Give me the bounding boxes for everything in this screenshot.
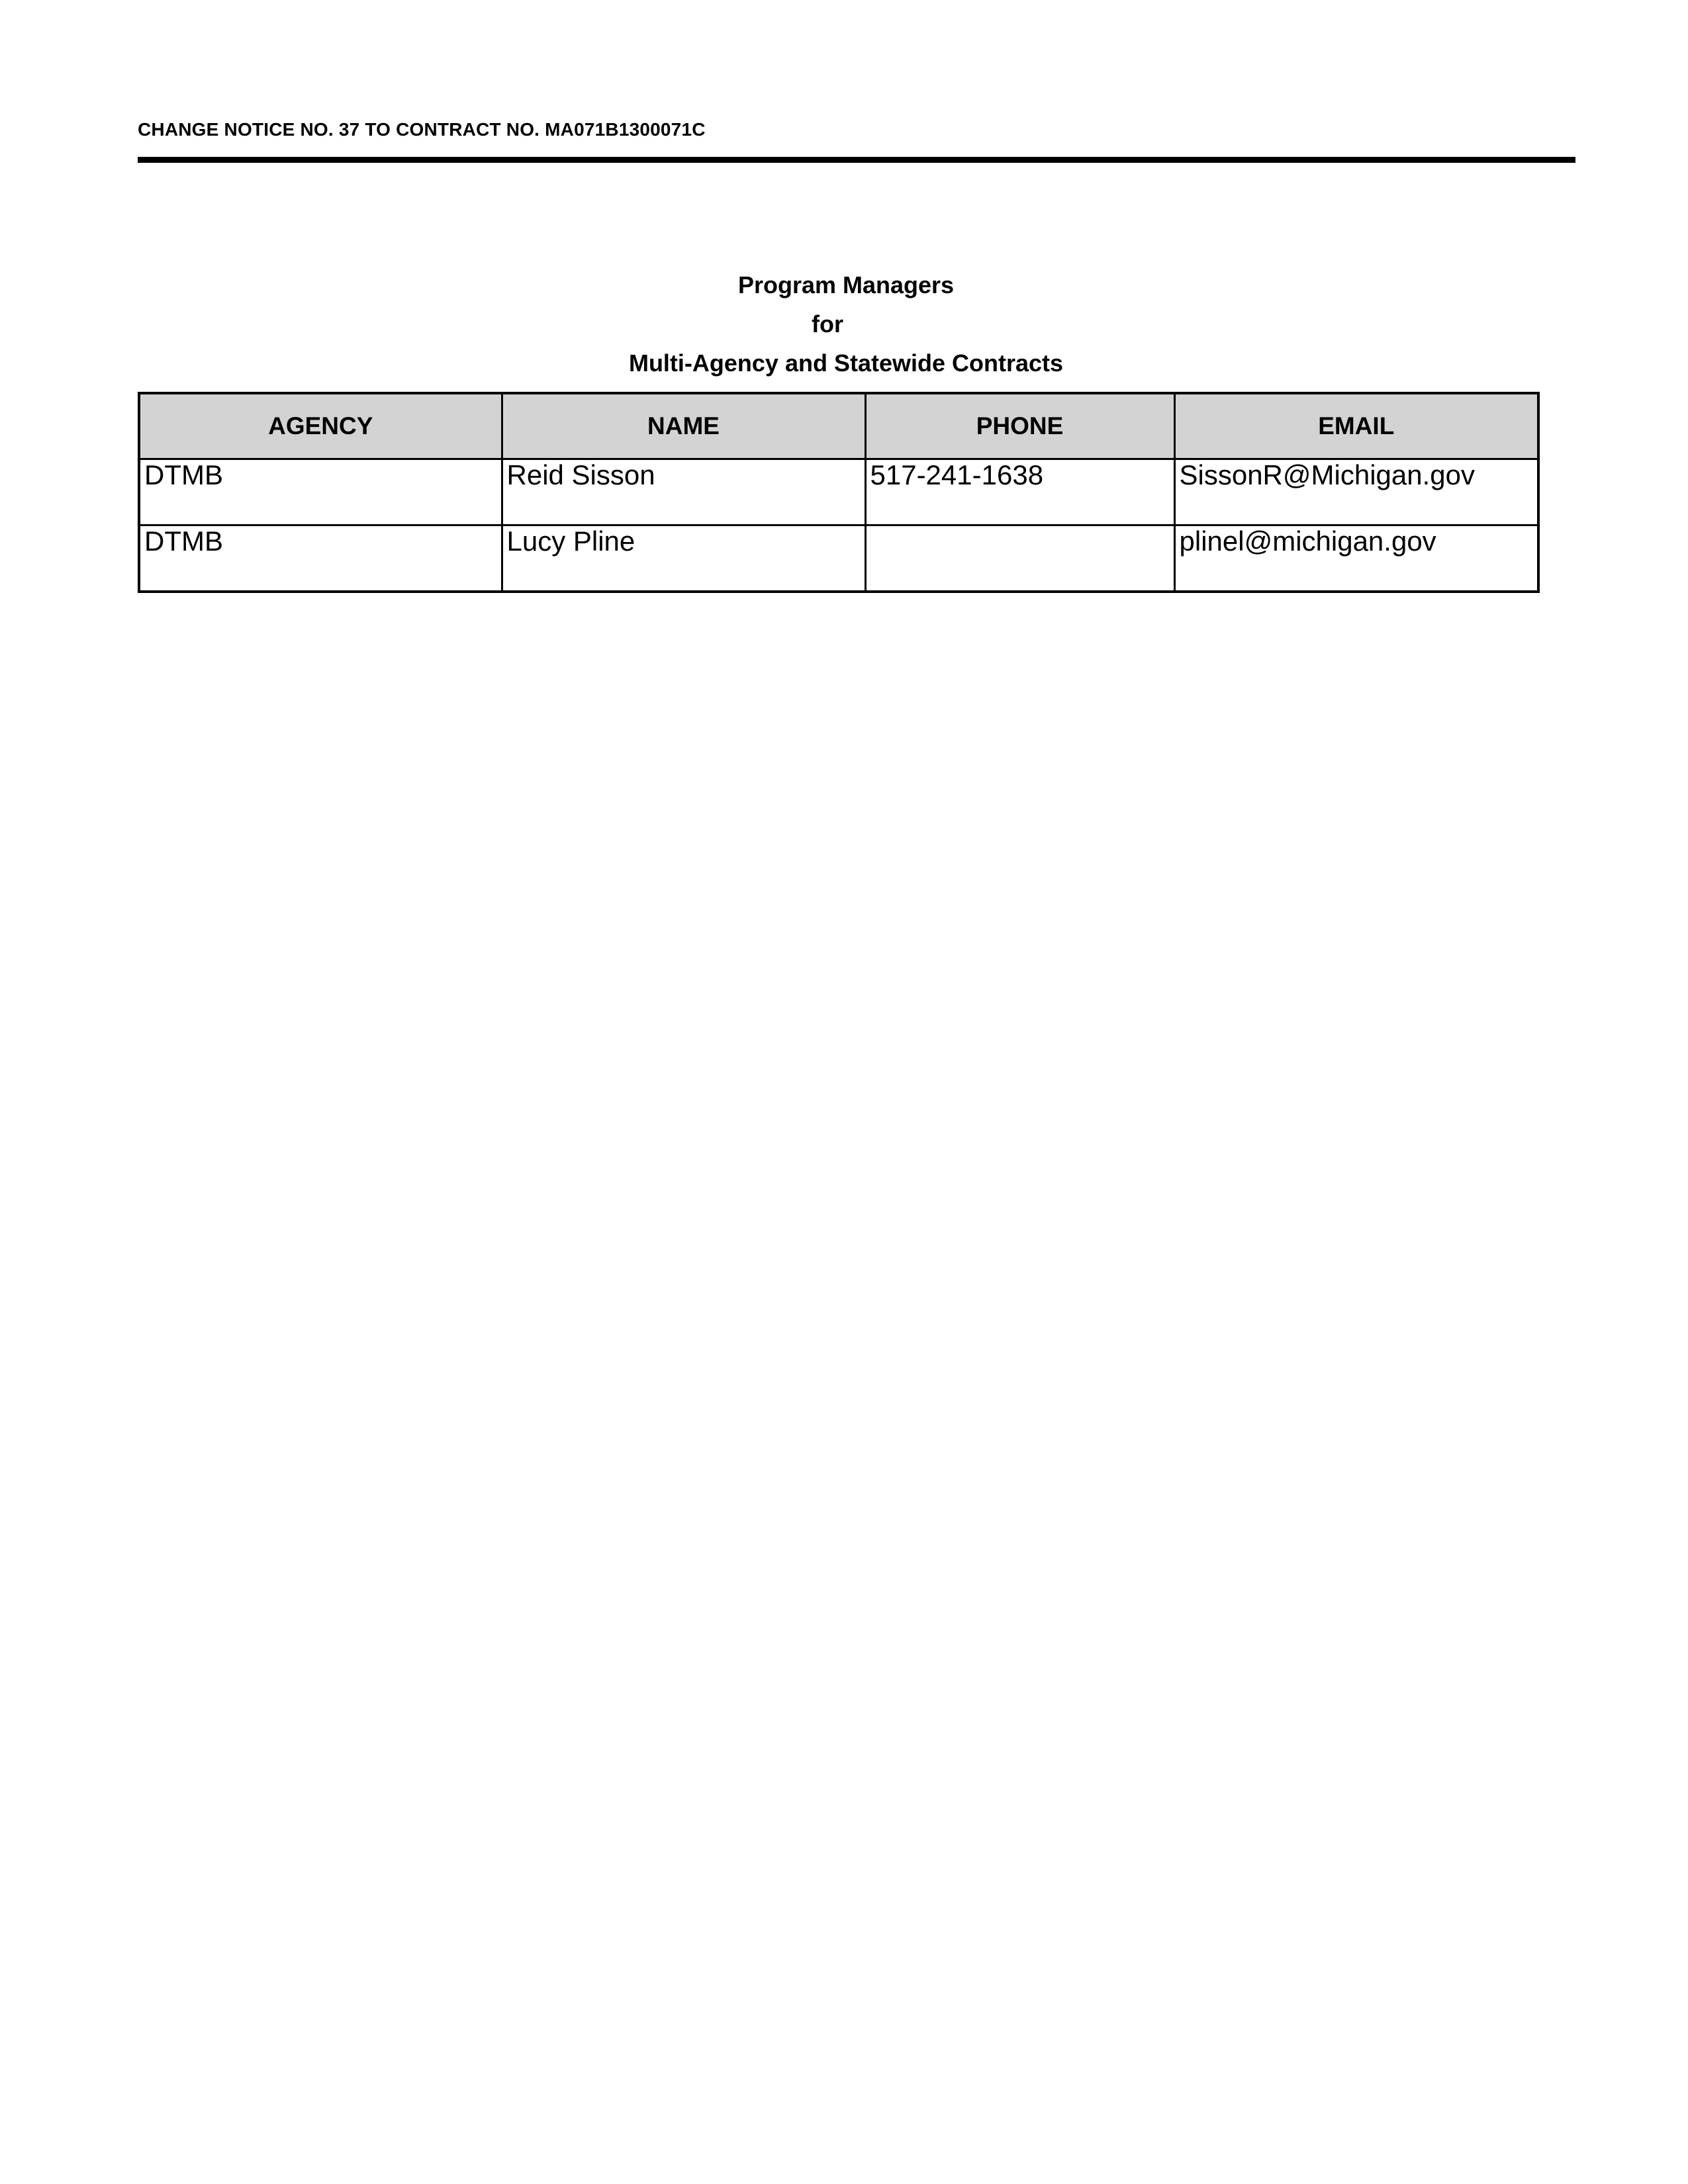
column-header-phone: PHONE: [865, 393, 1174, 459]
header-divider: [138, 157, 1575, 163]
phone-cell: 517-241-1638: [865, 459, 1174, 525]
table-row: [139, 525, 1538, 592]
title-line-program-managers: Program Managers: [737, 271, 955, 298]
name-cell: Reid Sisson: [502, 459, 865, 525]
column-header-name: NAME: [502, 393, 865, 459]
column-header-email: EMAIL: [1174, 393, 1538, 459]
table-header-row: [139, 393, 1538, 459]
title-line-contracts: Multi-Agency and Statewide Contracts: [628, 349, 1064, 377]
table-row: [139, 459, 1538, 525]
phone-cell: [865, 525, 1174, 592]
title-line-for: for: [812, 310, 843, 338]
agency-cell: DTMB: [139, 525, 502, 592]
agency-cell: DTMB: [139, 459, 502, 525]
email-cell: SissonR@Michigan.gov: [1174, 459, 1538, 525]
change-notice-header: CHANGE NOTICE NO. 37 TO CONTRACT NO. MA071B1300071C: [138, 119, 706, 140]
name-cell: Lucy Pline: [502, 525, 865, 592]
program-managers-table: [138, 392, 1540, 593]
email-cell: plinel@michigan.gov: [1174, 525, 1538, 592]
column-header-agency: AGENCY: [139, 393, 502, 459]
